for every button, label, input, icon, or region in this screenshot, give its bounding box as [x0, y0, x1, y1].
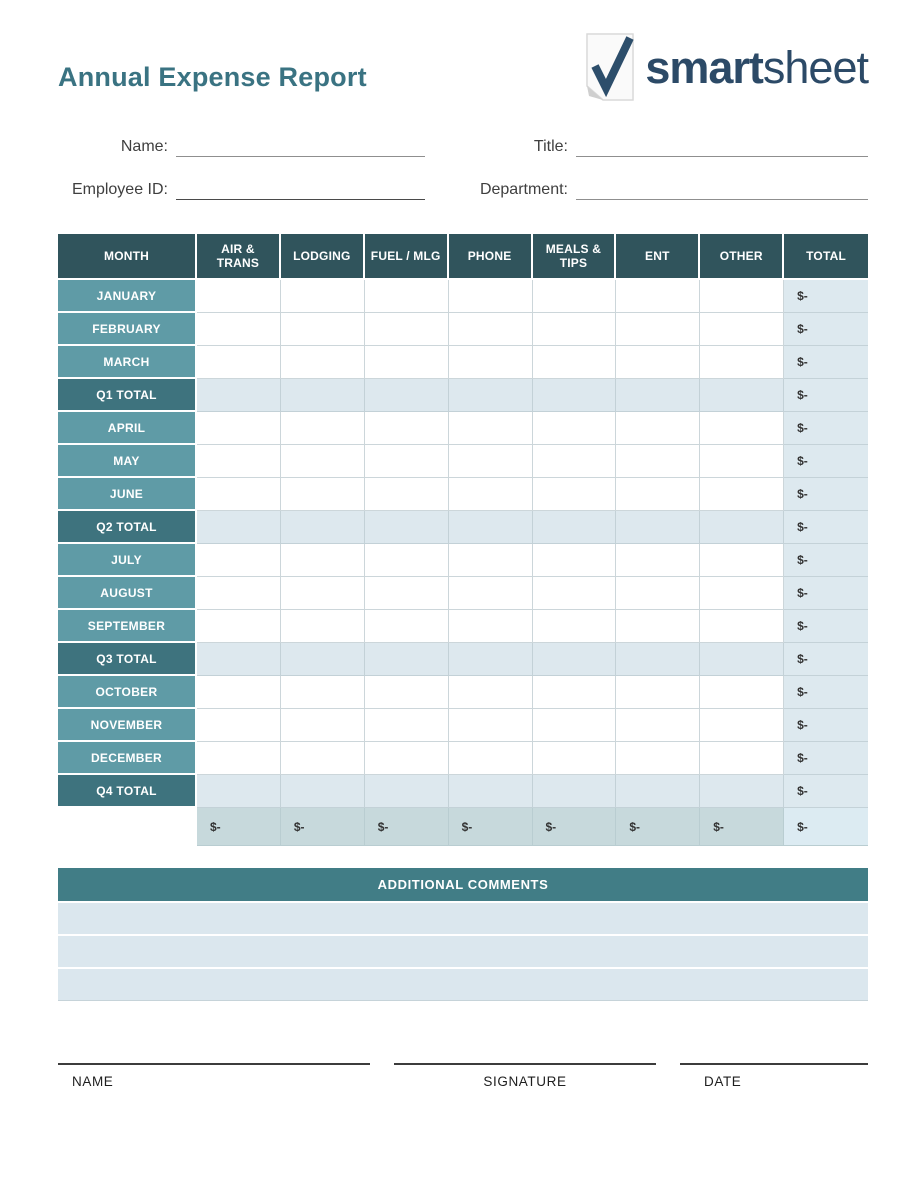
expense-cell[interactable]: [533, 577, 617, 610]
expense-cell[interactable]: [197, 709, 281, 742]
expense-cell[interactable]: [700, 379, 784, 412]
expense-cell[interactable]: [449, 544, 533, 577]
grand-total-cell: $-: [449, 808, 533, 846]
expense-cell[interactable]: [533, 313, 617, 346]
expense-cell[interactable]: [281, 643, 365, 676]
quarter-total-row-label: Q3 TOTAL: [58, 643, 197, 676]
expense-cell[interactable]: [533, 478, 617, 511]
expense-cell[interactable]: [197, 742, 281, 775]
expense-cell[interactable]: [197, 544, 281, 577]
additional-comments-header: ADDITIONAL COMMENTS: [58, 868, 868, 901]
expense-cell[interactable]: [281, 709, 365, 742]
expense-cell[interactable]: [449, 676, 533, 709]
smartsheet-checkmark-icon: [577, 30, 637, 104]
expense-cell[interactable]: [281, 445, 365, 478]
signature-date-line[interactable]: [680, 1063, 868, 1089]
expense-table: [58, 234, 868, 846]
expense-cell[interactable]: [281, 610, 365, 643]
expense-cell[interactable]: [365, 709, 449, 742]
expense-cell[interactable]: [616, 478, 700, 511]
expense-cell[interactable]: [616, 445, 700, 478]
expense-cell[interactable]: [533, 445, 617, 478]
expense-cell[interactable]: [197, 346, 281, 379]
expense-cell[interactable]: [700, 643, 784, 676]
month-row-label: OCTOBER: [58, 676, 197, 709]
expense-cell[interactable]: [533, 610, 617, 643]
expense-cell[interactable]: [197, 610, 281, 643]
expense-cell[interactable]: [616, 610, 700, 643]
month-row-label: FEBRUARY: [58, 313, 197, 346]
expense-cell[interactable]: [533, 643, 617, 676]
expense-cell[interactable]: [533, 676, 617, 709]
expense-cell[interactable]: [533, 709, 617, 742]
row-total-cell: $-: [784, 346, 868, 379]
expense-cell[interactable]: [616, 544, 700, 577]
quarter-total-row-label: Q1 TOTAL: [58, 379, 197, 412]
grand-total-cell: $-: [533, 808, 617, 846]
expense-cell[interactable]: [700, 676, 784, 709]
expense-cell[interactable]: [700, 313, 784, 346]
expense-cell[interactable]: [449, 280, 533, 313]
column-header: PHONE: [449, 234, 533, 280]
expense-cell[interactable]: [365, 775, 449, 808]
expense-cell[interactable]: [281, 676, 365, 709]
smartsheet-logo: [577, 30, 868, 104]
expense-cell[interactable]: [449, 511, 533, 544]
column-header: FUEL / MLG: [365, 234, 449, 280]
expense-cell[interactable]: [616, 346, 700, 379]
expense-cell[interactable]: [533, 544, 617, 577]
expense-cell[interactable]: [533, 346, 617, 379]
expense-cell[interactable]: [449, 709, 533, 742]
expense-cell[interactable]: [616, 742, 700, 775]
expense-cell[interactable]: [449, 610, 533, 643]
column-header: OTHER: [700, 234, 784, 280]
signature-area: [58, 1063, 868, 1089]
expense-cell[interactable]: [616, 511, 700, 544]
expense-cell[interactable]: [365, 445, 449, 478]
grand-total-cell: $-: [365, 808, 449, 846]
expense-cell[interactable]: [197, 280, 281, 313]
expense-cell[interactable]: [281, 280, 365, 313]
employee-id-field: [58, 175, 425, 200]
row-total-cell: $-: [784, 412, 868, 445]
expense-cell[interactable]: [197, 478, 281, 511]
expense-cell[interactable]: [281, 544, 365, 577]
expense-cell[interactable]: [365, 676, 449, 709]
month-row-label: AUGUST: [58, 577, 197, 610]
expense-cell[interactable]: [449, 775, 533, 808]
expense-cell[interactable]: [197, 775, 281, 808]
expense-cell[interactable]: [197, 445, 281, 478]
expense-cell[interactable]: [616, 643, 700, 676]
row-total-cell: $-: [784, 610, 868, 643]
expense-cell[interactable]: [365, 313, 449, 346]
month-row-label: JUNE: [58, 478, 197, 511]
expense-cell[interactable]: [616, 313, 700, 346]
month-row-label: MAY: [58, 445, 197, 478]
month-row-label: SEPTEMBER: [58, 610, 197, 643]
expense-cell[interactable]: [197, 379, 281, 412]
row-total-cell: $-: [784, 676, 868, 709]
expense-cell[interactable]: [616, 709, 700, 742]
comment-row[interactable]: [58, 934, 868, 967]
expense-cell[interactable]: [197, 643, 281, 676]
grand-total-cell: $-: [700, 808, 784, 846]
additional-comments-section: [58, 868, 868, 1001]
row-total-cell: $-: [784, 742, 868, 775]
expense-cell[interactable]: [197, 577, 281, 610]
expense-cell[interactable]: [281, 313, 365, 346]
expense-cell[interactable]: [281, 577, 365, 610]
expense-cell[interactable]: [365, 577, 449, 610]
expense-cell[interactable]: [533, 412, 617, 445]
column-header: TOTAL: [784, 234, 868, 280]
expense-cell[interactable]: [365, 742, 449, 775]
row-total-cell: $-: [784, 445, 868, 478]
expense-cell[interactable]: [449, 577, 533, 610]
expense-cell[interactable]: [700, 280, 784, 313]
row-total-cell: $-: [784, 313, 868, 346]
row-total-cell: $-: [784, 379, 868, 412]
employee-id-input[interactable]: [176, 174, 425, 200]
expense-cell[interactable]: [365, 610, 449, 643]
expense-cell[interactable]: [449, 478, 533, 511]
signature-name-label: NAME: [72, 1074, 114, 1089]
row-total-cell: $-: [784, 544, 868, 577]
info-fields: [58, 132, 868, 200]
grand-total-row-label: [58, 808, 197, 846]
expense-cell[interactable]: [700, 478, 784, 511]
signature-signature-line[interactable]: [394, 1063, 656, 1089]
expense-cell[interactable]: [449, 742, 533, 775]
name-label: Name:: [120, 138, 168, 155]
expense-cell[interactable]: [616, 577, 700, 610]
expense-cell[interactable]: [281, 775, 365, 808]
expense-cell[interactable]: [616, 379, 700, 412]
expense-cell[interactable]: [365, 412, 449, 445]
expense-cell[interactable]: [700, 346, 784, 379]
month-row-label: JANUARY: [58, 280, 197, 313]
month-row-label: MARCH: [58, 346, 197, 379]
expense-cell[interactable]: [281, 412, 365, 445]
expense-cell[interactable]: [700, 742, 784, 775]
expense-cell[interactable]: [700, 577, 784, 610]
quarter-total-row-label: Q4 TOTAL: [58, 775, 197, 808]
expense-cell[interactable]: [281, 742, 365, 775]
expense-cell[interactable]: [197, 676, 281, 709]
expense-cell[interactable]: [281, 346, 365, 379]
signature-name-line[interactable]: [58, 1063, 370, 1089]
name-field: [58, 132, 425, 157]
quarter-total-row-label: Q2 TOTAL: [58, 511, 197, 544]
employee-id-label: Employee ID:: [71, 181, 168, 198]
grand-total-cell: $-: [281, 808, 365, 846]
expense-cell[interactable]: [449, 379, 533, 412]
expense-cell[interactable]: [365, 280, 449, 313]
column-header: MEALS & TIPS: [533, 234, 617, 280]
expense-cell[interactable]: [533, 742, 617, 775]
expense-cell[interactable]: [449, 346, 533, 379]
comment-row[interactable]: [58, 967, 868, 1000]
department-field: [470, 175, 868, 200]
expense-cell[interactable]: [365, 478, 449, 511]
expense-cell[interactable]: [533, 280, 617, 313]
expense-cell[interactable]: [533, 379, 617, 412]
page-header: [58, 0, 868, 104]
expense-cell[interactable]: [449, 313, 533, 346]
row-total-cell: $-: [784, 577, 868, 610]
title-input[interactable]: [576, 131, 868, 157]
expense-cell[interactable]: [616, 775, 700, 808]
expense-cell[interactable]: [700, 445, 784, 478]
expense-cell[interactable]: [197, 412, 281, 445]
row-total-cell: $-: [784, 280, 868, 313]
expense-cell[interactable]: [616, 280, 700, 313]
column-header: LODGING: [281, 234, 365, 280]
expense-cell[interactable]: [449, 643, 533, 676]
expense-cell[interactable]: [197, 313, 281, 346]
expense-cell[interactable]: [700, 775, 784, 808]
title-label: Title:: [533, 138, 568, 155]
name-input[interactable]: [176, 131, 425, 157]
expense-cell[interactable]: [616, 676, 700, 709]
expense-cell[interactable]: [365, 379, 449, 412]
row-total-cell: $-: [784, 709, 868, 742]
expense-cell[interactable]: [449, 412, 533, 445]
expense-cell[interactable]: [281, 379, 365, 412]
expense-cell[interactable]: [365, 346, 449, 379]
month-row-label: DECEMBER: [58, 742, 197, 775]
expense-cell[interactable]: [700, 544, 784, 577]
expense-cell[interactable]: [533, 511, 617, 544]
expense-cell[interactable]: [449, 445, 533, 478]
column-header: AIR & TRANS: [197, 234, 281, 280]
department-input[interactable]: [576, 174, 868, 200]
row-total-cell: $-: [784, 775, 868, 808]
grand-total-sum-cell: $-: [784, 808, 868, 846]
smartsheet-wordmark: smartsheet: [645, 41, 868, 93]
expense-cell[interactable]: [700, 709, 784, 742]
expense-cell[interactable]: [616, 412, 700, 445]
expense-cell[interactable]: [281, 511, 365, 544]
expense-cell[interactable]: [365, 643, 449, 676]
row-total-cell: $-: [784, 643, 868, 676]
month-row-label: JULY: [58, 544, 197, 577]
signature-date-label: DATE: [704, 1074, 742, 1089]
column-header: ENT: [616, 234, 700, 280]
expense-cell[interactable]: [533, 775, 617, 808]
grand-total-cell: $-: [197, 808, 281, 846]
column-header: MONTH: [58, 234, 197, 280]
comment-row[interactable]: [58, 901, 868, 934]
expense-cell[interactable]: [700, 610, 784, 643]
row-total-cell: $-: [784, 478, 868, 511]
month-row-label: APRIL: [58, 412, 197, 445]
department-label: Department:: [479, 181, 568, 198]
expense-cell[interactable]: [700, 412, 784, 445]
page-title: Annual Expense Report: [58, 62, 367, 92]
row-total-cell: $-: [784, 511, 868, 544]
expense-cell[interactable]: [700, 511, 784, 544]
expense-cell[interactable]: [365, 511, 449, 544]
month-row-label: NOVEMBER: [58, 709, 197, 742]
grand-total-cell: $-: [616, 808, 700, 846]
expense-cell[interactable]: [365, 544, 449, 577]
expense-cell[interactable]: [197, 511, 281, 544]
title-field: [470, 132, 868, 157]
signature-signature-label: SIGNATURE: [483, 1074, 567, 1089]
expense-cell[interactable]: [281, 478, 365, 511]
